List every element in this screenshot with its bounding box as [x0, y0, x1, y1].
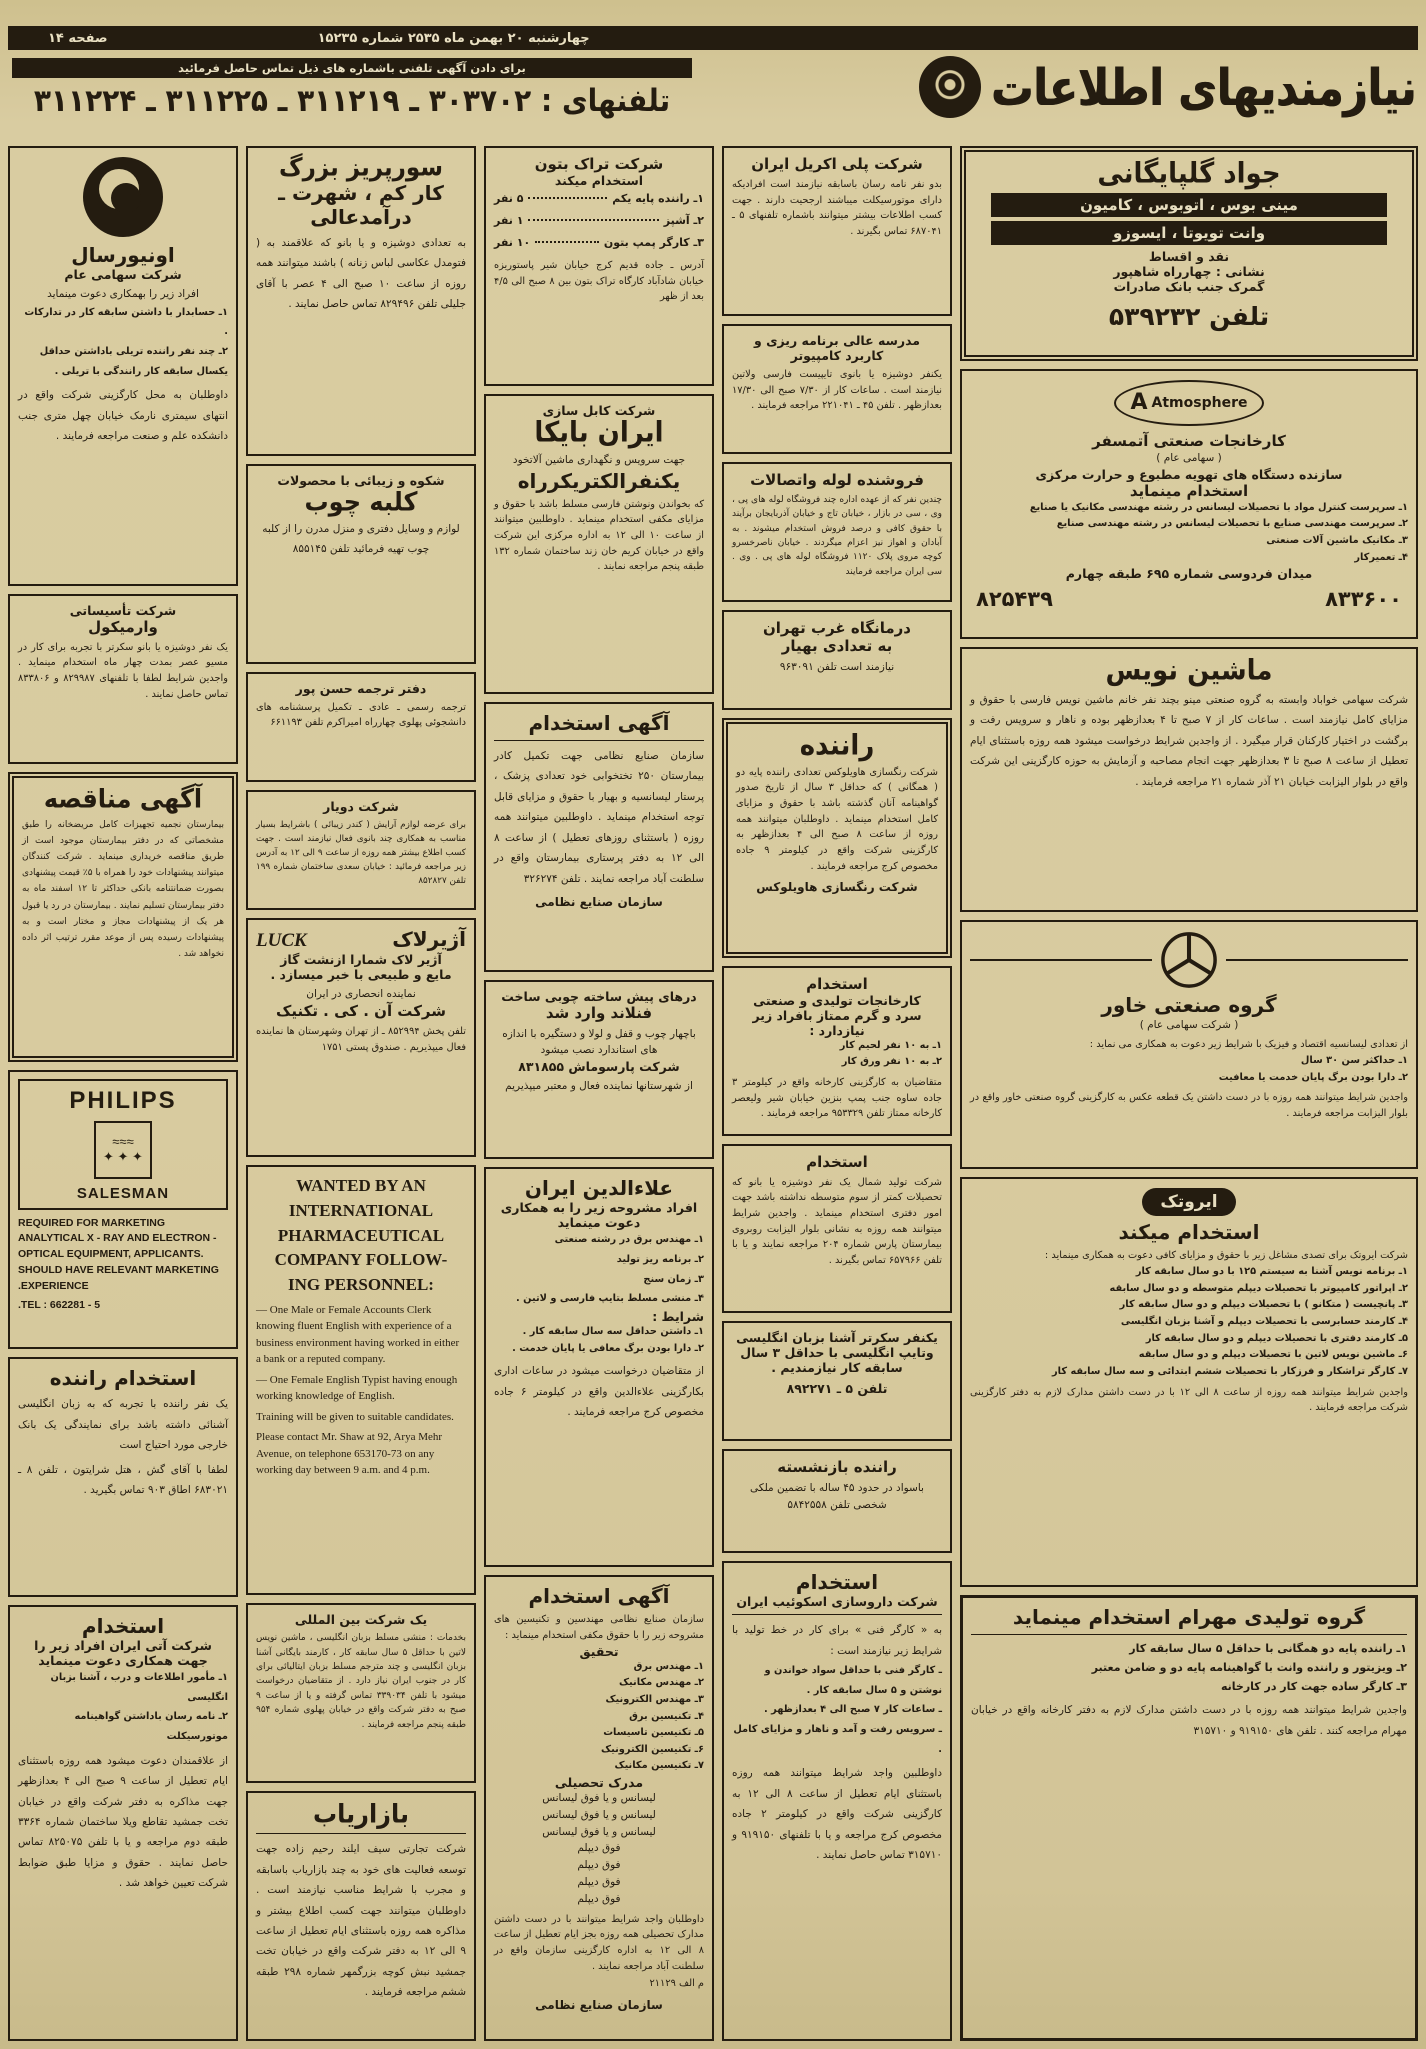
ad-squibb — [722, 1561, 952, 2041]
ad-line: مایع و طبیعی با خبر میسازد . — [270, 966, 452, 982]
atmosphere-logo-text: Atmosphere — [1151, 394, 1248, 411]
list-item: ۵ـ تکنیسین تاسیسات — [603, 1727, 704, 1739]
list-item: ـ ساعات کار ۷ صبح الی ۴ بعدازظهر . — [763, 1704, 942, 1716]
dotted-leader — [528, 219, 658, 221]
ad-intro: شرکت ایروتک برای تصدی مشاغل زیر با حقوق و مزایای کافی دعوت به همکاری مینماید : — [1044, 1250, 1408, 1262]
ad-subtitle: کارخانجات تولیدی و صنعتی — [753, 992, 921, 1008]
list-item: ۲ـ چند نفر راننده تریلی باداشتن حداقل یکسال سابقه کار رانندگی با تریلی . — [39, 345, 228, 377]
ad-mahram — [960, 1595, 1418, 2041]
ad-title: شرکت تأسیساتی — [69, 602, 177, 618]
mercedes-star-icon — [1160, 931, 1218, 989]
list-item-label: ۳ـ کارگر پمپ بتون — [603, 236, 704, 249]
philips-shield-icon — [94, 1121, 152, 1179]
list-item: ۲ـ اپراتور کامپیوتر با تحصیلات دیپلم متوسطه و دو سال سابقه — [1109, 1282, 1408, 1294]
brand-farsi: آژیرلاک — [392, 926, 466, 951]
ad-alaedin — [484, 1167, 714, 1567]
ad-mashin-nevis — [960, 647, 1418, 912]
phone-number: تلفن ۵۳۹۲۳۲ — [1108, 302, 1270, 331]
tagline: سازنده دستگاه های تهویه مطبوع و حرارت مرکزی — [1035, 466, 1343, 482]
ad-darmangah — [722, 610, 952, 710]
ad-lule — [722, 462, 952, 602]
ad-body: شرکت تولید شمال یک نفر دوشیزه یا بانو که تحصیلات کمتر از سوم متوسطه نداشته باشد جهت امور دفتری استخدام مینماید . واجدین شرایط میتوانند همه روزه به نشانی بلوار الیزابت روبروی بیمارستان پارس شماره ۲۰۴ مراجعه نمایند و یا با تلفن ۶۵۷۹۶۶ تماس بگیرند . — [732, 1176, 942, 1266]
ad-paragraph: Training will be given to suitable candidates. — [256, 1410, 454, 1423]
ad-subtitle: افراد مشروحه زیر را به همکاری دعوت مینماید — [500, 1200, 698, 1231]
list-row — [494, 210, 704, 232]
newspaper-emblem-icon — [919, 56, 981, 118]
list-item: ـ کارگر فنی با حداقل سواد خواندن و نوشتن و ۵ سال سابقه کار . — [764, 1665, 942, 1696]
ad-title: آگهی استخدام — [528, 710, 670, 735]
ad-khavar — [960, 920, 1418, 1170]
philips-waves-icon: ≈≈≈ — [112, 1134, 134, 1150]
ad-intro: به « کارگر فنی » برای کار در خط تولید با شرایط زیر نیازمند است : — [732, 1624, 942, 1657]
ad-kolbe-choob — [246, 464, 476, 664]
list-item-count: ۵ نفر — [494, 192, 524, 205]
ad-madrese — [722, 324, 952, 454]
ad-body: که بخواندن ونوشتن فارسی مسلط باشد با حقوق و مزایای مکفی استخدام مینماید . داوطلبین میتوانند از ساعت ۱۰ الی ۱۲ به اداره مرکزی این شرکت واقع در خیابان کریم خان زند ساختمان شماره ۱۳۲ طبقه پنجم مراجعه نمایند . — [494, 498, 704, 573]
ad-beynolmelali — [246, 1603, 476, 1783]
ad-signature: شرکت رنگسازی هاویلوکس — [756, 880, 918, 895]
list-item: ۵ـ کارمند دفتری با تحصیلات دیپلم و دو سال سابقه کار — [1145, 1332, 1408, 1344]
ad-body: داوطلبان به محل کارگزینی شرکت واقع در انتهای سیمتری نارمک خیابان چهل متری جنب دانشکده علم و صنعت مراجعه فرمایند . — [18, 389, 228, 443]
ad-title: استخدام راننده — [49, 1366, 197, 1391]
degrees-list — [494, 1790, 704, 1908]
ad-univorsal — [8, 146, 238, 586]
ad-title: ماشین نویس — [1105, 654, 1273, 687]
ad-bayka — [484, 394, 714, 694]
phone-numbers: تلفنهای : ۳۰۳۷۰۲ ـ ۳۱۱۲۱۹ ـ ۳۱۱۲۲۵ ـ ۳۱۱۲۲۴ — [33, 82, 671, 119]
section-heading: مدرک تحصیلی — [554, 1775, 644, 1791]
ad-secretar — [722, 1321, 952, 1441]
ad-body: از تعدادی لیسانسیه اقتصاد و فیزیک با شرایط زیر دعوت به همکاری می نماید : — [1089, 1039, 1408, 1051]
ad-body: داوطلبان واجد شرایط میتوانند با در دست داشتن مدارک تحصیلی همه روزه بجز ایام تعطیل از ساعت ۸ الی ۱۲ به اداره کارگزینی سازمان واقع در سلطنت آباد مراجعه نمایند . — [494, 1913, 704, 1972]
newspaper-logo — [919, 56, 1416, 118]
ad-note: از شهرستانها نماینده فعال و معتبر میپذیریم — [505, 1080, 693, 1093]
ad-body: تلفن پخش ۸۵۲۹۹۴ ـ از تهران وشهرستان ها نماینده فعال میپذیریم . صندوق پستی ۱۷۵۱ — [256, 1026, 466, 1054]
list-item: ۱ـ سرپرست کنترل مواد با تحصیلات لیسانس در رشته مهندسی مکانیک یا صنایع — [1029, 501, 1408, 513]
ad-subtitle: کار کم ، شهرت ـ — [278, 181, 444, 205]
brand-english: LUCK — [256, 929, 307, 951]
address-line: گمرک جنب بانک صادرات — [1113, 279, 1265, 294]
list-item: ۲ـ به ۱۰ نفر ورق کار — [841, 1056, 942, 1068]
company-type: ( شرکت سهامی عام ) — [1139, 1018, 1239, 1031]
ad-title: شرکت دویار — [323, 798, 399, 814]
ad-title: شرکت پلی اکریل ایران — [751, 155, 923, 173]
degree-item: لیسانس و یا فوق لیسانس — [542, 1792, 656, 1805]
ad-agahi-estekhdam-2 — [484, 1575, 714, 2041]
phone-number: تلفن ۵ ـ ۸۹۲۲۷۱ — [786, 1381, 888, 1397]
ad-title: کلبه چوب — [304, 486, 418, 517]
list-item: ۲ـ مهندس مکانیک — [618, 1677, 704, 1689]
ad-title: گروه تولیدی مهرام استخدام مینماید — [1012, 1605, 1366, 1630]
philips-brand-text: PHILIPS — [69, 1086, 177, 1114]
phone-numbers — [970, 587, 1408, 611]
list-item-label: ۱ـ راننده پایه یکم — [612, 192, 704, 205]
ad-body: از علاقمندان دعوت میشود همه روزه باستثنای ایام تعطیل از ساعت ۹ صبح الی ۴ بعدازظهر جهت مذاکره به دفتر شرکت واقع در خیابان تخت جمشید تقاطع ویلا ساختمان شماره ۳۳۶۴ طبقه دوم مراجعه و یا با تلفن ۸۲۵۰۷۵ تماس حاصل نمایند . حقوق و مزایا طبق ضوابط شرکت تعیین خواهد شد . — [18, 1754, 228, 1890]
list-item: ۳ـ مهندس الکترونیک — [605, 1693, 704, 1705]
ad-intro: سازمان صنایع نظامی مهندسین و تکنیسین های مشروحه زیر را با حقوق مکفی استخدام مینماید : — [494, 1614, 704, 1641]
degree-item: فوق دیپلم — [577, 1892, 621, 1905]
ad-title: گروه صنعتی خاور — [1101, 992, 1277, 1017]
ad-title: استخدام — [806, 1152, 868, 1171]
column-2 — [722, 146, 952, 2041]
company-line: شرکت پارسوماش ۸۳۱۸۵۵ — [518, 1059, 680, 1075]
ad-list — [971, 1640, 1407, 1696]
ad-body: نیازمند است تلفن ۹۶۳۰۹۱ — [779, 660, 895, 673]
logo-row — [970, 931, 1408, 989]
masthead — [8, 56, 1418, 142]
list-item: ۱ـ مأمور اطلاعات و درب ، آشنا بزبان انگلیسی — [50, 1672, 228, 1703]
ad-doors-finland — [484, 980, 714, 1160]
ad-title: راننده بازنشسته — [777, 1458, 897, 1477]
ad-body: واجدین شرایط میتوانند همه روزه از ساعت ۸ الی ۱۲ با در دست داشتن مدارک لازم به دفتر کارگزینی شرکت مراجعه فرمایند . — [970, 1386, 1408, 1414]
ad-title: سورپریز بزرگ — [279, 153, 443, 183]
ad-body: باچهار چوب و قفل و لولا و دستگیره با اندازه های استاندارد نصب میشود — [502, 1027, 696, 1057]
ad-body: بدو نفر نامه رسان باسابقه نیازمند است افرادیکه دارای موتورسیکلت میباشند ارجحیت دارند . جهت کسب اطلاعات بیشتر میتوانند باشماره تلفنهای ۵ ـ ۶۸۷۰۴۱ تماس بگیرند . — [732, 179, 943, 238]
ad-line: وتایپ انگلیسی با حداقل ۳ سال — [740, 1345, 934, 1361]
ad-body: شرکت رنگسازی هاویلوکس تعدادی راننده پایه دو ( همگانی ) که حداقل ۳ سال از تاریخ صدور گواهینامه آنان گذشته باشد با حقوق و مزایای کامل استخدام مینماید . داوطلبان میتوانند همه روزه از ساعت ۸ صبح الی ۴ بعدازظهر به کارگزینی شرکت واقع در کیلومتر ۹ جاده مخصوص کرج مراجعه فرمایند . — [736, 766, 939, 872]
section-heading: تحقیق — [579, 1643, 619, 1659]
list-row — [494, 188, 704, 210]
company-type: ( سهامی عام ) — [1156, 451, 1222, 464]
ad-truck-beton — [484, 146, 714, 386]
ad-title: درمانگاه غرب تهران — [762, 618, 911, 637]
ad-title: وارمیکول — [88, 617, 158, 636]
ad-dovyar — [246, 790, 476, 910]
list-item: ۱ـ حسابدار با داشتن سابقه کار در تدارکات . — [24, 306, 228, 338]
ad-title: استخدام — [81, 1614, 165, 1639]
philips-stars-icon: ✦ ✦ ✦ — [103, 1148, 143, 1164]
ad-title-secondary: یکنفرالکتریکرراه — [517, 468, 681, 493]
list-item: ـ سرویس رفت و آمد و ناهار و مزایای کامل . — [733, 1724, 942, 1755]
column-left — [8, 146, 238, 2041]
ad-agahi-estekhdam-1 — [484, 702, 714, 972]
address-line: نشانی : چهارراه شاهپور — [1113, 264, 1265, 279]
list-item: ۴ـ کارمند حسابرسی با تحصیلات دیپلم و آشنا بزبان انگلیسی — [1120, 1316, 1408, 1328]
ad-title: کارخانجات صنعتی آتمسفر — [1092, 431, 1286, 450]
ad-list — [494, 1659, 704, 1775]
ad-body: یک نفر راننده با تجربه که به زبان انگلیسی آشنائی داشته باشد برای نمایندگی یک بانک خارجی مورد احتیاج است — [18, 1398, 228, 1452]
ad-list — [970, 1264, 1408, 1380]
list-item: ۶ـ تکنیسین الکترونیک — [601, 1743, 704, 1755]
degree-item: فوق دیپلم — [577, 1842, 621, 1855]
ad-paragraph: — One Male or Female Accounts Clerk knowing fluent English with experience of a business environment having worked in either a bank or a reputed company. — [256, 1303, 460, 1366]
ad-ati-iran — [8, 1605, 238, 2041]
ad-title: SALESMAN — [76, 1184, 170, 1202]
distributor-name: شرکت آن . کی . تکنیک — [276, 1002, 446, 1021]
ad-title: آگهی مناقصه — [43, 783, 203, 814]
degree-item: فوق دیپلم — [577, 1876, 621, 1889]
list-item: ۲ـ سرپرست مهندسی صنایع با تحصیلات لیسانس در رشته مهندسی صنایع — [1056, 518, 1408, 530]
list-item: ۱ـ مهندس برق — [633, 1660, 704, 1672]
universal-logo-icon — [83, 157, 163, 237]
divider — [256, 1833, 466, 1834]
ad-body: REQUIRED FOR MARKETING ANALYTICAL X - RAY AND ELECTRON - OPTICAL EQUIPMENT, APPLICANTS. SHOULD HAVE RELEVANT MARKETING EXPERIENCE. — [18, 1216, 219, 1292]
list-item: ۱ـ راننده پایه دو همگانی با حداقل ۵ سال سابقه کار — [1129, 1642, 1407, 1656]
list-item-count: ۱۰ نفر — [494, 236, 531, 249]
ad-body: شرکت تجارتی سیف ایلند رحیم زاده جهت توسعه فعالیت های خود به چند بازاریاب باسابقه و مجرب با شرایط مناسب نیازمند است . داوطلبان میتوانند جهت کسب اطلاع بیشتر و مذاکره همه روزه باستثنای ایام تعطیل از ساعت ۹ الی ۱۲ به دفتر شرکت واقع در خیابان تخت جمشید نبش کوچه بزرگمهر شماره ۲۹۸ طبقه ششم مراجعه فرمایند . — [256, 1843, 466, 1999]
list-item: ۳ـ مکانیک ماشین آلات صنعتی — [1266, 534, 1408, 546]
ad-body: ترجمه رسمی ـ عادی ـ تکمیل پرسشنامه های دانشجوئی پهلوی چهارراه امیراکرم تلفن ۶۶۱۱۹۳ — [256, 701, 466, 729]
ad-atmosfer — [960, 369, 1418, 639]
ad-title: PHARMACEUTICAL — [277, 1225, 445, 1245]
list-item: ۴ـ منشی مسلط بتایپ فارسی و لاتین . — [516, 1293, 704, 1305]
ad-signature: سازمان صنایع نظامی — [535, 1998, 663, 2013]
ad-body: یکنفر دوشیزه یا بانوی تایپیست فارسی ولاتین نیازمند است . ساعات کار از ۷/۳۰ صبح الی ۱۷/۳۰ بعدازظهر . تلفن ۴۵ ـ ۲۲۱۰۴۱ مراجعه فرمایند . — [732, 368, 942, 412]
page-number: صفحه ۱۴ — [48, 30, 108, 46]
ad-surprise — [246, 146, 476, 456]
ad-subtitle: شرکت آتی ایران افراد زیر را — [34, 1638, 212, 1654]
list-row — [494, 232, 704, 254]
ad-body: واجدین شرایط میتوانند همه روزه با در دست داشتن مدارک لازم به دفتر کارخانه واقع در خیابان مهرام مراجعه کنند . تلفن های ۹۱۹۱۵۰ و ۳۱۵۷۱۰ — [971, 1704, 1407, 1737]
ad-varmikol — [8, 594, 238, 764]
ad-title: مدرسه عالی برنامه ریزی و — [753, 332, 921, 348]
ad-title: بازاریاب — [312, 1799, 410, 1830]
list-item: ۶ـ ماشین نویس لاتین با تحصیلات دیپلم و دو سال سابقه — [1138, 1349, 1408, 1361]
top-info-bar — [8, 26, 1418, 50]
dotted-leader — [535, 241, 599, 243]
list-item: ۲ـ دارا بودن برگ پایان خدمت یا معافیت — [1218, 1071, 1408, 1083]
ad-polyacryl — [722, 146, 952, 316]
degree-item: فوق دیپلم — [577, 1859, 621, 1872]
ad-title: آگهی استخدام — [528, 1584, 670, 1609]
list-item: ۱ـ داشتن حداقل سه سال سابقه کار . — [522, 1325, 704, 1337]
ad-title: استخدام — [806, 974, 868, 993]
ad-line: سابقه کار نیازمندیم . — [771, 1360, 903, 1376]
ad-body: یک نفر دوشیزه یا بانو سکرتر با تجربه برای کار در مسیو عصر بمدت چهار ماه استخدام مینماید . واجدین شرایط لطفا با تلفنهای ۸۲۹۹۸۷ و ۸۳۳۸۰۶ تماس حاصل نمایند . — [18, 641, 228, 700]
list-item-label: ۲ـ آشپز — [663, 214, 704, 227]
list-item: ۲ـ دارا بودن برگ معافی یا پایان خدمت . — [512, 1342, 704, 1354]
ad-list — [732, 1661, 942, 1759]
ad-body: باسواد در حدود ۴۵ ساله با تضمین ملکی شخصی تلفن ۵۸۴۲۵۵۸ — [750, 1482, 924, 1512]
ad-body: بیمارستان نجمیه تجهیزات کامل مریضخانه را طبق مشخصاتی که در دفتر بیمارستان موجود است از طریق مناقصه خریداری مینماید . شرکت کنندگان میتوانند پیشنهادات خود را همراه با ۵٪ قیمت پیشنهادی بصورت ضمانتنامه بانکی حداکثر تا ۱۲ اسفند ماه به دفتر بیمارستان تسلیم نمایند . بیمارستان در رد یا قبول هر یک از پیشنهادات مجاز و مختار است و به پیشنهادات رسیده پس از موعد مقرر ترتیب اثر داده نخواهد شد . — [22, 819, 224, 960]
ad-body: متقاضیان به کارگزینی کارخانه واقع در کیلومتر ۳ جاده ساوه جنب پمپ بنزین خیابان شیر ولیعصر کارخانه ممتاز تلفن ۹۵۳۳۲۹ مراجعه فرمایند . — [732, 1076, 942, 1120]
ad-title: اونیورسال — [71, 243, 175, 267]
ad-subtitle: به تعدادی بهیار — [781, 636, 893, 655]
list-item: ۱ـ مهندس برق در رشته صنعتی — [554, 1234, 704, 1246]
list-item: ۱ـ حداکثر سن ۳۰ سال — [1300, 1055, 1408, 1067]
rule-line — [970, 959, 1152, 961]
ad-wanted-pharma — [246, 1165, 476, 1595]
ad-body: واجدین شرایط میتوانند همه روزه با در دست داشتن یک قطعه عکس به کارگزینی گروه صنعتی خاور واقع در بلوار الیزابت مراجعه فرمایند . — [970, 1092, 1408, 1120]
phone-number: TEL : 662281 - 5. — [18, 1299, 101, 1312]
irotek-logo-icon: ایروتک — [1142, 1188, 1235, 1216]
conditions-title: شرایط : — [652, 1308, 704, 1324]
ad-ranande — [722, 718, 952, 958]
ad-list — [970, 500, 1408, 567]
column-4 — [246, 146, 476, 2041]
ad-title: فروشنده لوله واتصالات — [750, 470, 924, 489]
ad-title: استخدام میکند — [1118, 1220, 1260, 1245]
ad-philips — [8, 1070, 238, 1350]
ad-shomal — [722, 1144, 952, 1314]
ad-title: WANTED BY AN — [296, 1176, 426, 1196]
ad-line: نماینده انحصاری در ایران — [306, 987, 416, 1000]
list-item: ۲ـ نامه رسان باداشتن گواهینامه موتورسیکلت — [74, 1711, 228, 1742]
ad-body: برای عرضه لوازم آرایش ( کندر زیبائی ) باشرایط بسیار مناسب به همکاری چند بانوی فعال نیازمند است . جهت کسب اطلاع بیشتر همه روزه از ساعت ۹ الی ۱۲ به آدرس زیر مراجعه فرمائید : خیابان سعدی ساختمان شماره ۱۹۹ تلفن ۸۵۲۸۲۷ — [256, 819, 466, 886]
ad-golpayegani — [960, 146, 1418, 361]
ad-code: م الف ۲۱۱۲۹ — [649, 1978, 704, 1990]
ad-azhirlak — [246, 918, 476, 1158]
column-3 — [484, 146, 714, 2041]
vehicle-line: وانت تویوتا ، ایسوزو — [991, 221, 1387, 245]
ad-monaghese — [8, 772, 238, 1062]
ad-intro: افراد زیر را بهمکاری دعوت مینماید — [47, 288, 199, 300]
vehicle-line: مینی بوس ، اتوبوس ، کامیون — [991, 193, 1387, 217]
rule-line — [1226, 959, 1408, 961]
ad-line: یکنفر سکرتر آشنا بزبان انگلیسی — [736, 1330, 938, 1346]
ad-title: COMPANY FOLLOW- — [274, 1250, 448, 1270]
list-item: ۷ـ کارگر تراشکار و فرزکار با تحصیلات ششم ابتدائی و سه سال سابقه کار — [1052, 1365, 1408, 1377]
address-line: میدان فردوسی شماره ۶۹۵ طبقه چهارم — [1065, 566, 1313, 582]
company-type: شرکت سهامی عام — [64, 267, 182, 282]
ad-title: شرکت تراک بتون — [534, 155, 664, 173]
ad-title: راننده — [799, 729, 875, 762]
classifieds-grid — [8, 146, 1418, 2041]
ad-body: از متقاضیان درخواست میشود در ساعات اداری بکارگزینی علاءالدین واقع در کیلومتر ۶ جاده مخصوص کرج مراجعه فرمایند . — [494, 1365, 704, 1419]
ad-line: آژیر لاک شمارا ازنشت گاز — [280, 951, 442, 967]
ad-subtitle: استخدام میکند — [554, 173, 644, 188]
philips-logo-box — [18, 1079, 228, 1210]
list-item: ۱ـ برنامه نویس آشنا به سیستم ۱۲۵ با دو سال سابقه کار — [1135, 1266, 1408, 1278]
ad-list — [494, 1230, 704, 1308]
ad-body: لوازم و وسایل دفتری و منزل مدرن را از کلبه چوب تهیه فرمائید تلفن ۸۵۵۱۴۵ — [262, 522, 460, 555]
terms-line: نقد و اقساط — [1148, 249, 1230, 264]
ad-momtaz — [722, 966, 952, 1136]
ad-subtitle: شرکت داروسازی اسکوئیب ایران — [736, 1594, 938, 1610]
list-item: ۲ـ برنامه ریز تولید — [616, 1254, 704, 1266]
atmosphere-logo-icon — [1114, 380, 1264, 426]
ad-paragraph: — One Female English Typist having enough working knowledge of English. — [256, 1373, 458, 1403]
list-item-count: ۱ نفر — [494, 214, 524, 227]
masthead-contact — [12, 58, 692, 117]
divider — [732, 1614, 942, 1615]
ad-hasanpour — [246, 672, 476, 782]
ad-subtitle: شرکت کابل سازی — [542, 402, 656, 418]
dotted-leader — [528, 197, 607, 199]
ad-list — [494, 188, 704, 254]
list-item: ۴ـ تعمیرکار — [1354, 551, 1408, 563]
ad-body: داوطلبین واجد شرایط میتوانند همه روزه باستثنای ایام تعطیل از ساعت ۸ الی ۱۲ به کارگزینی شرکت واقع در کیلومتر ۲ جاده مخصوص کرج مراجعه و یا با تلفنهای ۹۱۹۱۵۰ و ۳۱۵۷۱۰ تماس حاصل نمایند . — [732, 1767, 943, 1862]
ad-subtitle: درآمدعالی — [310, 205, 412, 229]
ad-subtitle: جهت همکاری دعوت مینماید — [38, 1653, 208, 1669]
ad-body: بخدمات : منشی مسلط بزبان انگلیسی ، ماشین نویس لاتین با حداقل ۵ سال سابقه کار ، کارمند بایگانی آشنا بزبان انگلیسی و چند مترجم مسلط بزبان ایتالیائی برای کار در جنوب ایران نیاز دارد . از متقاضیان درخواست میشود با تلفن ۳۳۹۰۳۴ تماس گرفته و یا از ساعت ۹ صبح به دفتر شرکت واقع در خیابان پهلوی شماره ۹۵۴ طبقه پنجم مراجعه فرمایند . — [256, 1633, 466, 1730]
ad-title: INTERNATIONAL — [288, 1201, 434, 1221]
list-item: ۳ـ پانچیست ( متکانو ) با تحصیلات دیپلم و دو سال سابقه کار — [1119, 1299, 1408, 1311]
ad-title: جواد گلپایگانی — [1097, 157, 1281, 191]
ad-body: به تعدادی دوشیزه و یا بانو که علاقمند به ( فتومدل عکاسی لباس زنانه ) باشند میتوانند همه روزه از ساعت ۱۰ صبح الی ۴ عصر با آقای جلیلی تلفن ۸۲۹۴۹۶ تماس حاصل نمایند . — [256, 237, 466, 311]
ad-subtitle: شکوه و زیبائی با محصولات — [277, 472, 445, 488]
list-item: ۳ـ زمان سنج — [643, 1273, 704, 1285]
phone-number: ۸۳۳۶۰۰ — [1325, 587, 1402, 612]
atmosphere-logo-a: A — [1130, 390, 1148, 416]
ad-line: جهت سرویس و نگهداری ماشین آلاتخود — [512, 453, 686, 466]
ad-paragraph: Please contact Mr. Shaw at 92, Arya Mehr Avenue, on telephone 653170-73 on any working day between 9 a.m. and 4 p.m. — [256, 1431, 443, 1477]
ad-title: استخدام — [795, 1570, 879, 1595]
degree-item: لیسانس و یا فوق لیسانس — [542, 1808, 656, 1821]
ad-bazaryab — [246, 1791, 476, 2041]
ad-estekhdam-ranande — [8, 1357, 238, 1597]
ad-title: درهای پیش ساخته چوبی ساخت — [501, 988, 697, 1004]
ad-body: چندین نفر که از عهده اداره چند فروشگاه لوله های پی ، وی ، سی در بازار ، خیابان تاج و خیابان آذربایجان برآیند با حقوق کافی و درصد فروش استخدام میشوند . به آبادان و اهواز نیز اعزام میگردند . خیابان ناصرخسرو کوچه مروی پلاک ۱۱۲۰ فروشگاه لوله های پی . وی . سی ایران مراجعه فرمایند — [732, 494, 942, 577]
list-item: ۳ـ کارگر ساده جهت کار در کارخانه — [1220, 1679, 1407, 1693]
phone-note: برای دادن آگهی تلفنی باشماره های ذیل تماس حاصل فرمائید — [12, 58, 692, 78]
brand-row — [256, 927, 466, 952]
list-item: ۲ـ ویزیتور و راننده وانت با گواهینامه پایه دو و ضامن معتبر — [1091, 1660, 1407, 1674]
phone-number: ۸۲۵۴۳۹ — [976, 587, 1053, 612]
ad-body: سازمان صنایع نظامی جهت تکمیل کادر بیمارستان ۲۵۰ تختخوابی خود تعدادی پزشک ، پرستار لیسانسیه و بهیار با حقوق و مزایای قابل توجه استخدام مینماید . داوطلبین میتوانند همه روزه ( باستثنای روزهای تعطیل ) از ساعت ۸ الی ۱۲ به دفتر پرستاری بیمارستان واقع در سلطنت آباد مراجعه نمایند . تلفن ۳۲۶۲۷۴ — [494, 749, 704, 885]
ad-title: علاءالدین ایران — [524, 1176, 674, 1201]
ad-baznesh — [722, 1449, 952, 1553]
newspaper-logo-text: نیازمندیهای اطلاعات — [990, 57, 1416, 117]
ad-title: یک شرکت بین المللی — [294, 1612, 428, 1628]
ad-signature: سازمان صنایع نظامی — [535, 895, 663, 909]
ad-body: آدرس ـ جاده قدیم کرج خیابان شیر پاستوریزه خیابان شادآباد کارگاه تراک بتون بین ۸ صبح الی ۴/۵ بعد از ظهر — [494, 260, 704, 303]
ad-title: فنلاند وارد شد — [545, 1003, 653, 1022]
ad-title: دفتر ترجمه حسن پور — [295, 680, 427, 696]
divider — [971, 1634, 1407, 1635]
divider — [494, 740, 704, 741]
ad-title: ING PERSONNEL: — [288, 1275, 434, 1295]
list-item: ۱ـ به ۱۰ نفر لحیم کار — [839, 1039, 942, 1051]
list-item: ۴ـ تکنیسین برق — [629, 1710, 704, 1722]
ad-irotek — [960, 1177, 1418, 1587]
list-item: ۷ـ تکنیسین مکانیک — [614, 1760, 704, 1772]
ad-subtitle: سرد و گرم ممتاز بافراد زیر نیازدارد : — [752, 1007, 922, 1038]
ad-body: لطفا با آقای گش ، هتل شرایتون ، تلفن ۸ ـ ۶۸۳۰۲۱ اطاق ۹۰۳ تماس بگیرید . — [18, 1463, 228, 1497]
ad-title: ایران بایکا — [534, 416, 664, 450]
ad-body: شرکت سهامی خواباد وابسته به گروه صنعتی مینو بچند نفر خانم ماشین نویس فارسی با حقوق و مزایای کامل نیازمند است . ساعات کار از ۷ صبح تا ۴ بعدازظهر بوده و ناهار و سرویس رفت و برگشت در اختیار کارکنان قرار میگیرد . از واجدین شرایط درخواست میشود همه روزه باستثنای ایام تعطیل از ساعت ۸ صبح تا ۳ بعدازظهر جهت انجام مصاحبه و آزمایش به حوزه کارگزینی این شرکت واقع در بلوار الیزابت خیابان ۲۱ آذر شماره ۲۱ مراجعه فرمایند . — [970, 693, 1409, 788]
column-right — [960, 146, 1418, 2041]
ad-title: کاربرد کامپیوتر — [790, 347, 884, 363]
date-line: چهارشنبه ۲۰ بهمن ماه ۲۵۳۵ شماره ۱۵۲۳۵ — [317, 30, 590, 46]
degree-item: لیسانس و یا فوق لیسانس — [542, 1825, 656, 1838]
hiring-line: استخدام مینماید — [1129, 481, 1249, 500]
